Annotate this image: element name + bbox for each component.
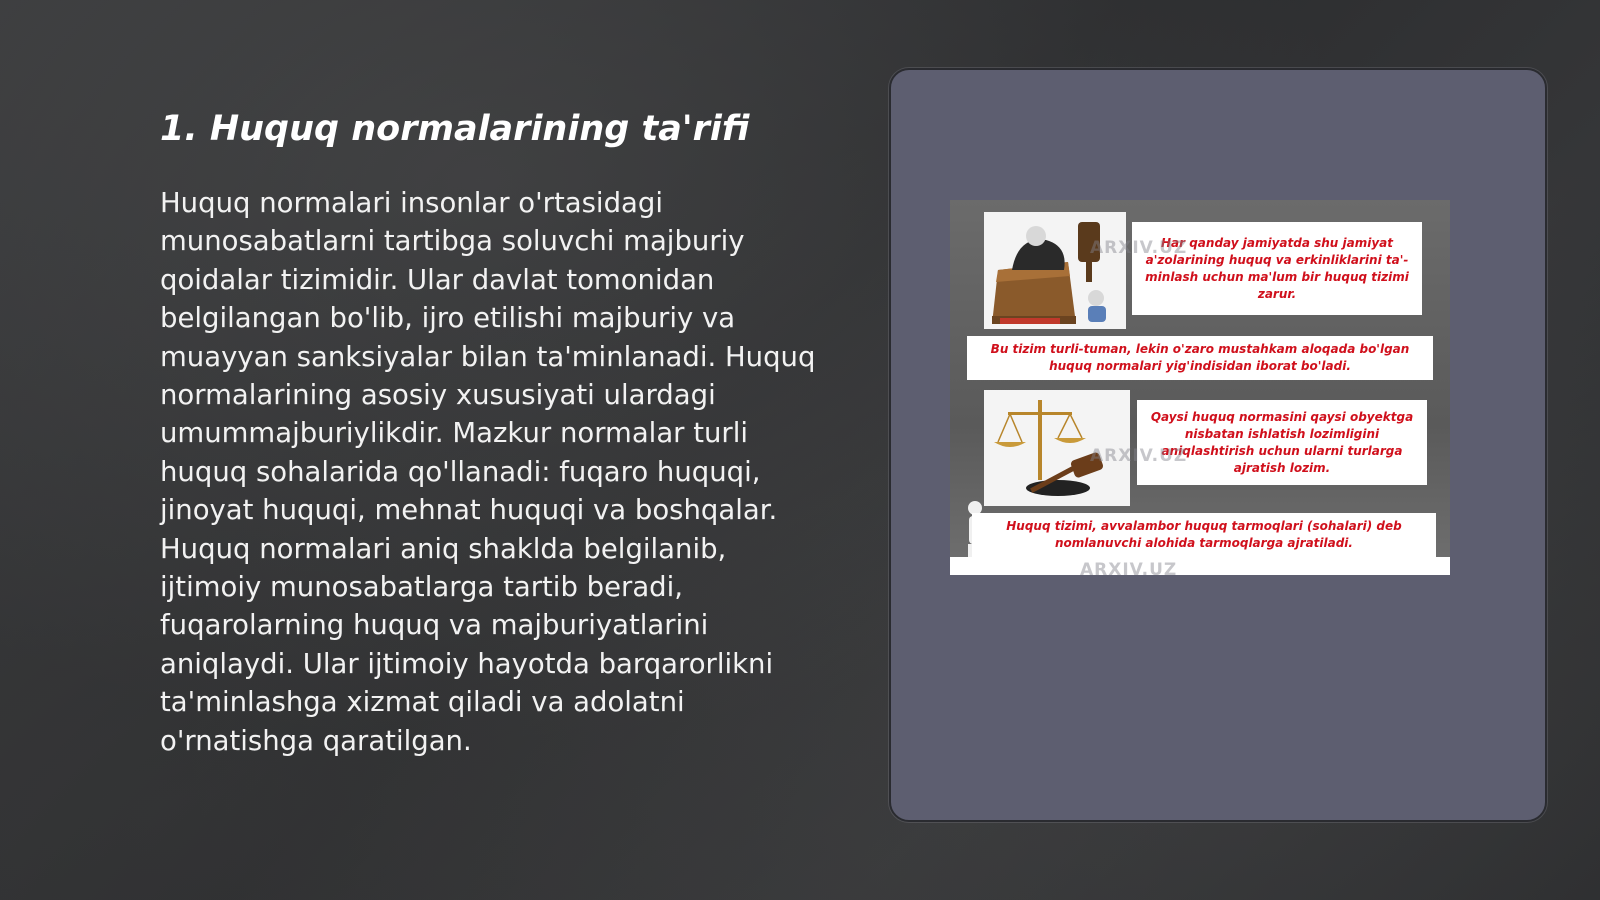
info-box-3: Qaysi huquq normasini qaysi obyektga nisbatan ishlatish lozimligini aniqlashtirish uchun ularni turlarga ajratish lozim. — [1137, 400, 1427, 485]
info-box-2: Bu tizim turli-tuman, lekin o'zaro mustahkam aloqada bo'lgan huquq normalari yig'indisidan iborat bo'ladi. — [967, 336, 1433, 380]
watermark-3: ARXIV.UZ — [1080, 560, 1178, 575]
infographic-base-strip — [950, 557, 1450, 575]
slide-body-text: Huquq normalari insonlar o'rtasidagi munosabatlarni tartibga soluvchi majburiy qoidalar tizimidir. Ular davlat tomonidan belgilangan bo'lib, ijro etilishi majburiy va muayyan sanksiyalar bilan ta'minlanadi. Huquq normalarining asosiy xususiyati ulardagi umummajburiylikdir. Mazkur normalar turli huquq sohalarida qo'llanadi: fuqaro huquqi, jinoyat huquqi, mehnat huquqi va boshqalar. Huquq normalari aniq shaklda belgilanib, ijtimoiy munosabatlarga tartib beradi, fuqarolarning huquq va majburiyatlarini aniqlaydi. Ular ijtimoiy hayotda barqarorlikni ta'minlashga xizmat qiladi va adolatni o'rnatishga qaratilgan. — [160, 187, 816, 757]
info-box-4: Huquq tizimi, avvalambor huquq tarmoqlari (sohalari) deb nomlanuvchi alohida tarmoqlarga ajratiladi. — [972, 513, 1436, 557]
info-box-1: Har qanday jamiyatda shu jamiyat a'zolarining huquq va erkinliklarini ta'-minlash uchun ma'lum bir huquq tizimi zarur. — [1132, 222, 1422, 315]
watermark-2: ARXIV.UZ — [1090, 446, 1188, 466]
slide-title: 1. Huquq normalarining ta'rifi — [160, 109, 750, 149]
judge-gavel-illustration-icon — [984, 212, 1126, 329]
watermark-1: ARXIV.UZ — [1090, 238, 1188, 258]
infographic-image — [950, 200, 1450, 575]
